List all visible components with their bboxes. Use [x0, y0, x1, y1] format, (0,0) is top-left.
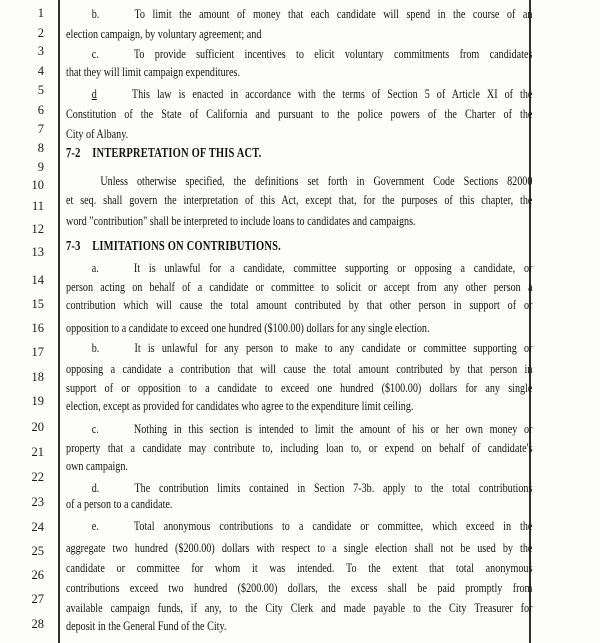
line-number: 22: [31, 470, 44, 484]
line-text: property that a candidate may contribute to, including loan to, or expend on behalf of candidate's: [66, 440, 533, 455]
line-text: of a person to a candidate.: [66, 496, 173, 511]
heading-gap: [81, 249, 93, 250]
text-line: [66, 598, 532, 617]
line-text: contribution which will cause the total amount contributed by that other person in support of or: [66, 297, 533, 312]
text-line: [66, 104, 532, 123]
item-tab-gap: [99, 351, 134, 352]
line-number: 5: [37, 83, 44, 97]
section-number: 7-2: [66, 145, 81, 160]
text-line: [66, 24, 532, 43]
text-line: [66, 295, 532, 314]
item-letter: c.: [91, 46, 99, 61]
text-line: [66, 124, 532, 143]
text-line: [66, 456, 532, 475]
text-line: [66, 171, 532, 190]
text-line: [66, 494, 532, 513]
line-text: election campaign, by voluntary agreement; and: [66, 26, 262, 41]
line-text: aggregate two hundred ($200.00) dollars with respect to a single election shall not be used by the: [66, 540, 533, 555]
text-line: [66, 190, 532, 209]
line-text: support of or opposition to a candidate to exceed one hundred ($100.00) dollars for any single: [66, 380, 533, 395]
text-line: [66, 62, 532, 81]
line-number: 19: [31, 394, 44, 408]
line-text: et seq. shall govern the interpretation of this Act, except that, for the purposes of this chapter, the: [66, 192, 533, 207]
item-tab-gap: [99, 529, 134, 530]
line-number: 18: [31, 370, 44, 384]
line-text: word "contribution" shall be interpreted to include loans to candidates and campaigns.: [66, 213, 416, 228]
text-line: [66, 318, 532, 337]
item-indent: [66, 432, 92, 433]
item-letter: a.: [91, 260, 99, 275]
item-letter: b.: [91, 340, 100, 355]
item-tab-gap: [99, 271, 134, 272]
line-number: 1: [37, 6, 44, 20]
text-line: [66, 578, 532, 597]
line-text: candidate or committee for whom it was intended. To the extent that total anonymous: [66, 560, 533, 575]
line-number: 28: [31, 617, 44, 631]
item-letter: b.: [91, 6, 100, 21]
paragraph-indent: [66, 184, 100, 185]
text-line: [66, 258, 532, 277]
heading-gap: [81, 156, 93, 157]
line-number: 8: [37, 141, 44, 155]
line-number: 17: [31, 345, 44, 359]
line-text: Nothing in this section is intended to limit the amount of his or her own money or: [133, 421, 533, 436]
line-text: To limit the amount of money that each candidate will spend in the course of an: [134, 6, 533, 21]
line-text: It is unlawful for any person to make to any candidate or committee supporting or: [134, 340, 533, 355]
line-text: Total anonymous contributions to a candidate or committee, which exceed in the: [133, 518, 533, 533]
text-line: [66, 516, 532, 535]
line-number: 21: [31, 445, 44, 459]
line-text: opposing a candidate a contribution that will cause the total amount contributed by that person in: [66, 361, 533, 376]
text-line: [66, 211, 532, 230]
line-text: election, except as provided for candidates who agree to the expenditure limit ceiling.: [66, 398, 414, 413]
line-number: 24: [31, 520, 44, 534]
line-number: 10: [31, 178, 44, 192]
document-body-text: [66, 0, 533, 643]
section-heading: [66, 143, 532, 162]
left-margin-rule: [58, 0, 60, 643]
line-text: INTERPRETATION OF THIS ACT.: [92, 145, 262, 160]
text-line: [66, 538, 532, 557]
line-number: 14: [31, 273, 44, 287]
text-line: [66, 616, 532, 635]
line-text: contributions exceed two hundred ($200.00) dollars, the excess shall be paid promptly from: [66, 580, 533, 595]
item-letter: d.: [91, 480, 100, 495]
item-letter: e.: [91, 518, 99, 533]
line-text: LIMITATIONS ON CONTRIBUTIONS.: [92, 238, 281, 253]
line-text: Unless otherwise specified, the definitions set forth in Government Code Sections 82000: [100, 173, 533, 188]
item-indent: [66, 271, 92, 272]
text-line: [66, 396, 532, 415]
item-indent: [66, 57, 92, 58]
line-text: City of Albany.: [66, 126, 129, 141]
item-tab-gap: [99, 432, 134, 433]
item-letter: c.: [91, 421, 99, 436]
line-number: 26: [31, 568, 44, 582]
text-line: [66, 44, 532, 63]
text-line: [66, 558, 532, 577]
text-line: [66, 277, 532, 296]
item-tab-gap: [99, 491, 134, 492]
line-number: 2: [37, 26, 44, 40]
line-number: 15: [31, 297, 44, 311]
line-text: opposition to a candidate to exceed one hundred ($100.00) dollars for any single election.: [66, 320, 430, 335]
line-text: The contribution limits contained in Section 7-3b. apply to the total contributions: [134, 480, 533, 495]
text-line: [66, 378, 532, 397]
item-indent: [66, 17, 92, 18]
line-number: 13: [31, 245, 44, 259]
line-text: deposit in the General Fund of the City.: [66, 618, 227, 633]
line-number: 9: [37, 160, 44, 174]
item-tab-gap: [99, 57, 134, 58]
line-text: own campaign.: [66, 458, 128, 473]
section-heading: [66, 236, 532, 255]
line-number: 23: [31, 495, 44, 509]
item-indent: [66, 491, 92, 492]
item-tab-gap: [99, 17, 134, 18]
line-number: 4: [37, 64, 44, 78]
text-line: [66, 359, 532, 378]
text-line: [66, 4, 532, 23]
text-line: [66, 438, 532, 457]
line-text: Constitution of the State of California and pursuant to the police powers of the Charter of the: [66, 106, 533, 121]
line-number: 7: [37, 122, 44, 136]
text-line: [66, 419, 532, 438]
line-number: 6: [37, 103, 44, 117]
item-indent: [66, 97, 92, 98]
item-indent: [66, 351, 92, 352]
item-tab-gap: [97, 97, 132, 98]
line-number: 12: [31, 222, 44, 236]
line-number-gutter: [0, 0, 58, 643]
text-line: [66, 338, 532, 357]
line-text: available campaign funds, if any, to the City Clerk and made payable to the City Treasurer for: [66, 600, 533, 615]
line-number: 20: [31, 420, 44, 434]
line-text: person acting on behalf of a candidate or committee to solicit or accept from any other person a: [66, 279, 533, 294]
line-text: This law is enacted in accordance with the terms of Section 5 of Article XI of the: [131, 86, 533, 101]
item-indent: [66, 529, 92, 530]
line-text: To provide sufficient incentives to elicit voluntary commitments from candidates: [133, 46, 533, 61]
line-number: 27: [31, 592, 44, 606]
item-letter: d: [91, 86, 97, 101]
text-line: [66, 84, 532, 103]
section-number: 7-3: [66, 238, 81, 253]
line-number: 3: [37, 44, 44, 58]
line-number: 11: [31, 199, 44, 213]
line-number: 25: [31, 544, 44, 558]
line-text: It is unlawful for a candidate, committee supporting or opposing a candidate, or: [133, 260, 533, 275]
line-text: that they will limit campaign expenditures.: [66, 64, 241, 79]
line-number: 16: [31, 321, 44, 335]
